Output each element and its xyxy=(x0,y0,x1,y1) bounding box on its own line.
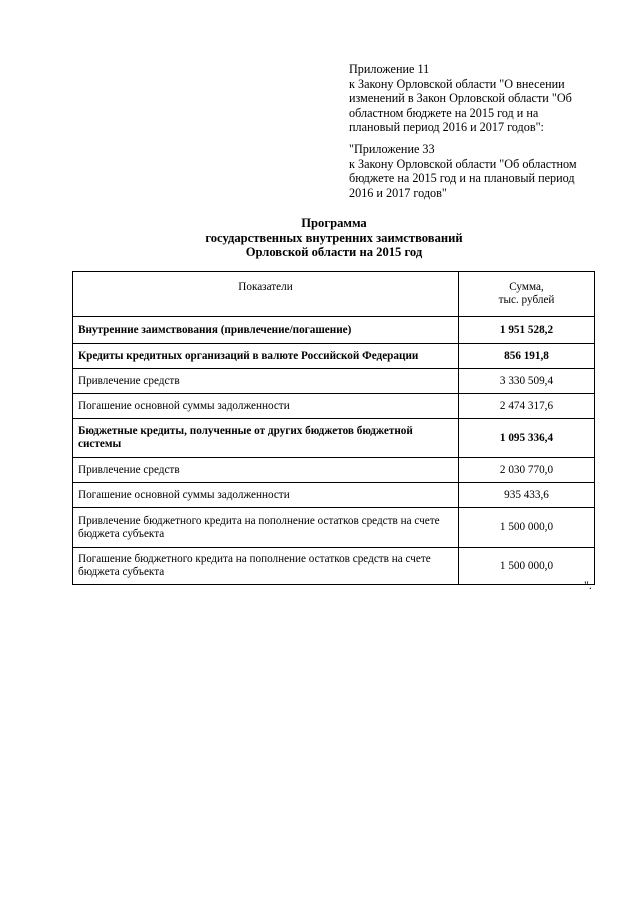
appendix-line: 2016 и 2017 годов" xyxy=(349,185,447,200)
header-amount-line: Сумма, xyxy=(509,281,544,293)
row-amount: 1 500 000,0 xyxy=(459,548,595,585)
row-amount: 1 951 528,2 xyxy=(459,317,595,344)
appendix-header xyxy=(349,62,595,200)
table-row xyxy=(73,508,595,548)
header-amount-unit: тыс. рублей xyxy=(498,294,555,306)
row-label: Привлечение бюджетного кредита на пополнение остатков средств на счете бюджета субъекта xyxy=(73,508,459,548)
row-label: Погашение основной суммы задолженности xyxy=(73,483,459,508)
table-header-row xyxy=(73,272,595,317)
table-row xyxy=(73,483,595,508)
row-amount: 856 191,8 xyxy=(459,344,595,369)
title-line: Программа xyxy=(301,216,367,230)
row-label: Погашение бюджетного кредита на пополнение остатков средств на счете бюджета субъекта xyxy=(73,548,459,585)
row-label: Бюджетные кредиты, полученные от других бюджетов бюджетной системы xyxy=(73,419,459,458)
table-row xyxy=(73,369,595,394)
appendix-line: областном бюджете на 2015 год и на xyxy=(349,105,539,120)
row-amount: 3 330 509,4 xyxy=(459,369,595,394)
table-row xyxy=(73,419,595,458)
row-amount: 1 500 000,0 xyxy=(459,508,595,548)
table-row xyxy=(73,394,595,419)
title-line: государственных внутренних заимствований xyxy=(205,230,463,245)
header-indicator: Показатели xyxy=(73,272,459,317)
row-amount: 2 474 317,6 xyxy=(459,394,595,419)
document-title xyxy=(74,216,594,260)
appendix-line: к Закону Орловской области "О внесении xyxy=(349,76,565,91)
borrowing-program-table xyxy=(72,271,595,585)
appendix-line: изменений в Закон Орловской области "Об xyxy=(349,91,572,106)
header-amount xyxy=(459,272,595,317)
row-amount: 935 433,6 xyxy=(459,483,595,508)
appendix-line: плановый период 2016 и 2017 годов": xyxy=(349,120,544,135)
title-line: Орловской области на 2015 год xyxy=(245,245,423,260)
table-row xyxy=(73,344,595,369)
table-row xyxy=(73,458,595,483)
row-label: Привлечение средств xyxy=(73,458,459,483)
row-label: Внутренние заимствования (привлечение/погашение) xyxy=(73,317,459,344)
table-row xyxy=(73,548,595,585)
table-row xyxy=(73,317,595,344)
row-amount: 2 030 770,0 xyxy=(459,458,595,483)
appendix-line: "Приложение 33 xyxy=(349,141,435,156)
appendix-line: к Закону Орловской области "Об областном xyxy=(349,156,577,171)
closing-quote: ". xyxy=(584,578,592,592)
row-label: Погашение основной суммы задолженности xyxy=(73,394,459,419)
row-amount: 1 095 336,4 xyxy=(459,419,595,458)
appendix-line: бюджете на 2015 год и на плановый период xyxy=(349,171,575,186)
row-label: Привлечение средств xyxy=(73,369,459,394)
row-label: Кредиты кредитных организаций в валюте Российской Федерации xyxy=(73,344,459,369)
appendix-line: Приложение 11 xyxy=(349,62,430,76)
